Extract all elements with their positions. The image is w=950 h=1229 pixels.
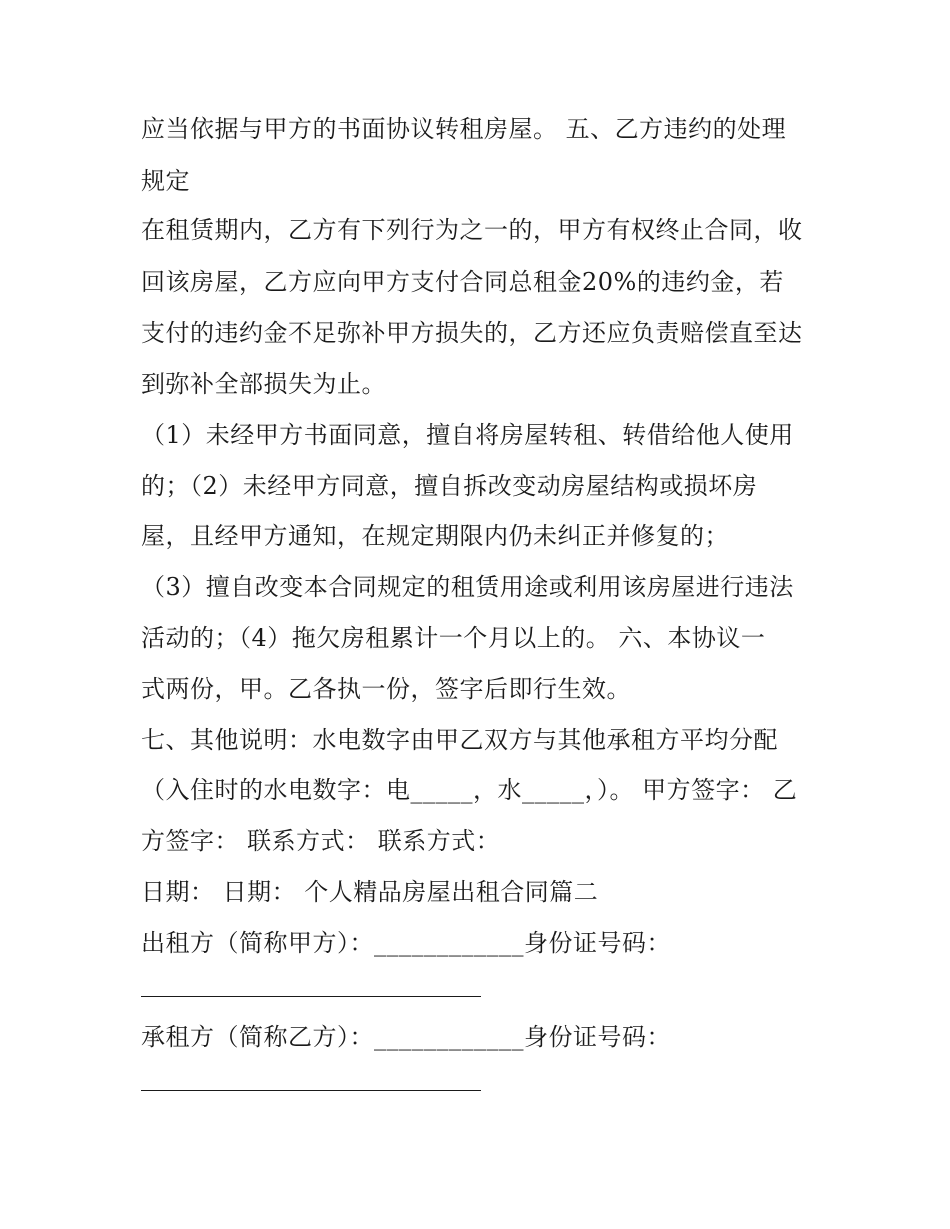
text-line: 式两份，甲。乙各执一份，签字后即行生效。 [141, 675, 631, 703]
text-line: 七、其他说明：水电数字由甲乙双方与其他承租方平均分配 [141, 726, 778, 754]
text-line: （3）擅自改变本合同规定的租赁用途或利用该房屋进行违法 [141, 573, 794, 601]
text-line: （1）未经甲方书面同意，擅自将房屋转租、转借给他人使用 [141, 421, 794, 449]
id-number-blank-lessor [141, 966, 481, 997]
text-line: 回该房屋，乙方应向甲方支付合同总租金20%的违约金，若 [141, 268, 784, 296]
text-line: 在租赁期内，乙方有下列行为之一的，甲方有权终止合同，收 [141, 216, 803, 244]
text-line: 应当依据与甲方的书面协议转租房屋。 五、乙方违约的处理 [141, 115, 787, 143]
text-line: （入住时的水电数字：电_____，水_____，）。 甲方签字： 乙 [141, 776, 798, 804]
text-line: 承租方（简称乙方）：____________身份证号码： [141, 1023, 671, 1051]
text-line: 方签字： 联系方式： 联系方式： [141, 827, 501, 855]
text-line: 规定 [141, 167, 190, 195]
text-line: 活动的；（4）拖欠房租累计一个月以上的。 六、本协议一 [141, 624, 766, 652]
text-line: 支付的违约金不足弥补甲方损失的，乙方还应负责赔偿直至达 [141, 319, 803, 347]
text-line: 到弥补全部损失为止。 [141, 370, 386, 398]
text-line: 屋，且经甲方通知，在规定期限内仍未纠正并修复的； [141, 522, 729, 550]
text-line: 日期： 日期： 个人精品房屋出租合同篇二 [141, 878, 599, 906]
text-line: 出租方（简称甲方）：____________身份证号码： [141, 929, 671, 957]
text-line: 的；（2）未经甲方同意，擅自拆改变动房屋结构或损坏房 [141, 472, 758, 500]
id-number-blank-lessee [141, 1060, 481, 1091]
